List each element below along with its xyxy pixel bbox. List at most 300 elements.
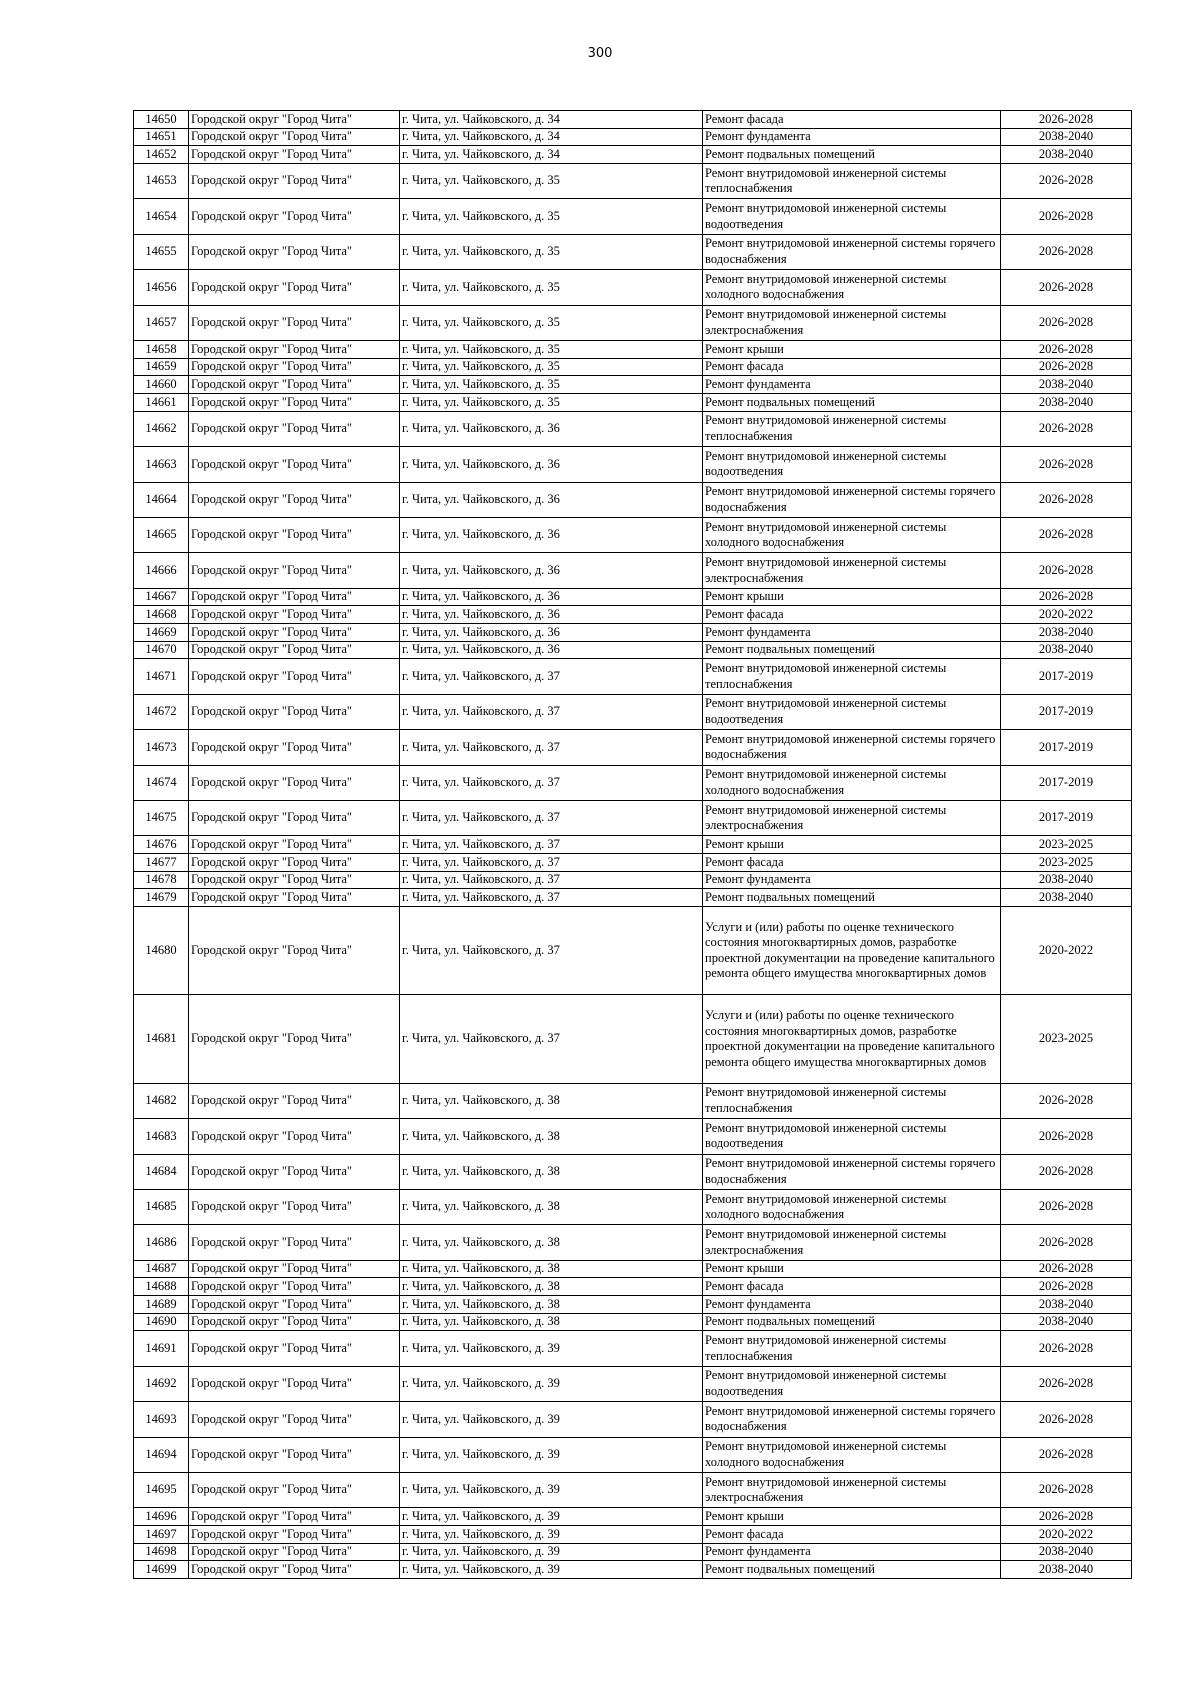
row-number-cell: 14666 xyxy=(134,553,189,588)
row-number-cell: 14698 xyxy=(134,1543,189,1561)
work-type-cell: Ремонт подвальных помещений xyxy=(703,1561,1001,1579)
municipality-cell: Городской округ "Город Чита" xyxy=(189,1331,400,1366)
table-row xyxy=(134,128,1132,146)
row-number-cell: 14668 xyxy=(134,606,189,624)
table-body xyxy=(134,111,1132,1579)
period-cell: 2038-2040 xyxy=(1001,1313,1132,1331)
work-type-cell: Ремонт фасада xyxy=(703,1526,1001,1544)
period-cell: 2026-2028 xyxy=(1001,1508,1132,1526)
period-cell: 2023-2025 xyxy=(1001,995,1132,1083)
repair-schedule-table xyxy=(133,110,1132,1579)
work-type-cell: Ремонт внутридомовой инженерной системы теплоснабжения xyxy=(703,164,1001,199)
work-type-cell: Ремонт внутридомовой инженерной системы холодного водоснабжения xyxy=(703,1437,1001,1472)
municipality-cell: Городской округ "Город Чита" xyxy=(189,889,400,907)
table-row xyxy=(134,234,1132,269)
period-cell: 2038-2040 xyxy=(1001,871,1132,889)
row-number-cell: 14661 xyxy=(134,394,189,412)
row-number-cell: 14652 xyxy=(134,146,189,164)
municipality-cell: Городской округ "Город Чита" xyxy=(189,394,400,412)
address-cell: г. Чита, ул. Чайковского, д. 35 xyxy=(400,341,703,359)
address-cell: г. Чита, ул. Чайковского, д. 34 xyxy=(400,111,703,129)
work-type-cell: Ремонт внутридомовой инженерной системы холодного водоснабжения xyxy=(703,765,1001,800)
work-type-cell: Ремонт подвальных помещений xyxy=(703,1313,1001,1331)
municipality-cell: Городской округ "Город Чита" xyxy=(189,199,400,234)
work-type-cell: Ремонт фасада xyxy=(703,1278,1001,1296)
address-cell: г. Чита, ул. Чайковского, д. 37 xyxy=(400,694,703,729)
address-cell: г. Чита, ул. Чайковского, д. 38 xyxy=(400,1154,703,1189)
table-row xyxy=(134,305,1132,340)
address-cell: г. Чита, ул. Чайковского, д. 36 xyxy=(400,641,703,659)
row-number-cell: 14697 xyxy=(134,1526,189,1544)
municipality-cell: Городской округ "Город Чита" xyxy=(189,1119,400,1154)
address-cell: г. Чита, ул. Чайковского, д. 35 xyxy=(400,394,703,412)
address-cell: г. Чита, ул. Чайковского, д. 37 xyxy=(400,854,703,872)
row-number-cell: 14672 xyxy=(134,694,189,729)
table-row xyxy=(134,270,1132,305)
row-number-cell: 14664 xyxy=(134,482,189,517)
period-cell: 2026-2028 xyxy=(1001,447,1132,482)
work-type-cell: Ремонт фундамента xyxy=(703,624,1001,642)
table-row xyxy=(134,606,1132,624)
address-cell: г. Чита, ул. Чайковского, д. 39 xyxy=(400,1526,703,1544)
municipality-cell: Городской округ "Город Чита" xyxy=(189,641,400,659)
work-type-cell: Ремонт подвальных помещений xyxy=(703,146,1001,164)
work-type-cell: Ремонт фундамента xyxy=(703,1543,1001,1561)
period-cell: 2026-2028 xyxy=(1001,1366,1132,1401)
table-row xyxy=(134,376,1132,394)
address-cell: г. Чита, ул. Чайковского, д. 37 xyxy=(400,907,703,995)
period-cell: 2026-2028 xyxy=(1001,358,1132,376)
table-row xyxy=(134,694,1132,729)
period-cell: 2026-2028 xyxy=(1001,1083,1132,1118)
address-cell: г. Чита, ул. Чайковского, д. 38 xyxy=(400,1313,703,1331)
period-cell: 2026-2028 xyxy=(1001,1225,1132,1260)
period-cell: 2026-2028 xyxy=(1001,270,1132,305)
address-cell: г. Чита, ул. Чайковского, д. 39 xyxy=(400,1561,703,1579)
row-number-cell: 14651 xyxy=(134,128,189,146)
work-type-cell: Ремонт фасада xyxy=(703,111,1001,129)
address-cell: г. Чита, ул. Чайковского, д. 38 xyxy=(400,1119,703,1154)
table-row xyxy=(134,1366,1132,1401)
address-cell: г. Чита, ул. Чайковского, д. 37 xyxy=(400,871,703,889)
period-cell: 2038-2040 xyxy=(1001,128,1132,146)
address-cell: г. Чита, ул. Чайковского, д. 38 xyxy=(400,1260,703,1278)
address-cell: г. Чита, ул. Чайковского, д. 36 xyxy=(400,606,703,624)
table-row xyxy=(134,394,1132,412)
work-type-cell: Ремонт внутридомовой инженерной системы водоотведения xyxy=(703,1119,1001,1154)
municipality-cell: Городской округ "Город Чита" xyxy=(189,447,400,482)
municipality-cell: Городской округ "Город Чита" xyxy=(189,1473,400,1508)
period-cell: 2038-2040 xyxy=(1001,624,1132,642)
table-row xyxy=(134,1296,1132,1314)
work-type-cell: Ремонт крыши xyxy=(703,1260,1001,1278)
municipality-cell: Городской округ "Город Чита" xyxy=(189,836,400,854)
address-cell: г. Чита, ул. Чайковского, д. 35 xyxy=(400,358,703,376)
address-cell: г. Чита, ул. Чайковского, д. 37 xyxy=(400,836,703,854)
address-cell: г. Чита, ул. Чайковского, д. 37 xyxy=(400,889,703,907)
row-number-cell: 14685 xyxy=(134,1189,189,1224)
row-number-cell: 14667 xyxy=(134,588,189,606)
row-number-cell: 14699 xyxy=(134,1561,189,1579)
period-cell: 2038-2040 xyxy=(1001,376,1132,394)
period-cell: 2026-2028 xyxy=(1001,1119,1132,1154)
municipality-cell: Городской округ "Город Чита" xyxy=(189,694,400,729)
work-type-cell: Ремонт внутридомовой инженерной системы теплоснабжения xyxy=(703,659,1001,694)
row-number-cell: 14694 xyxy=(134,1437,189,1472)
municipality-cell: Городской округ "Город Чита" xyxy=(189,234,400,269)
municipality-cell: Городской округ "Город Чита" xyxy=(189,341,400,359)
work-type-cell: Ремонт фундамента xyxy=(703,1296,1001,1314)
table-row xyxy=(134,1260,1132,1278)
municipality-cell: Городской округ "Город Чита" xyxy=(189,854,400,872)
municipality-cell: Городской округ "Город Чита" xyxy=(189,1366,400,1401)
work-type-cell: Ремонт внутридомовой инженерной системы электроснабжения xyxy=(703,1225,1001,1260)
row-number-cell: 14662 xyxy=(134,411,189,446)
table-row xyxy=(134,659,1132,694)
period-cell: 2026-2028 xyxy=(1001,1331,1132,1366)
period-cell: 2026-2028 xyxy=(1001,553,1132,588)
table-row xyxy=(134,341,1132,359)
municipality-cell: Городской округ "Город Чита" xyxy=(189,164,400,199)
work-type-cell: Ремонт внутридомовой инженерной системы горячего водоснабжения xyxy=(703,1402,1001,1437)
work-type-cell: Ремонт крыши xyxy=(703,588,1001,606)
work-type-cell: Ремонт внутридомовой инженерной системы горячего водоснабжения xyxy=(703,1154,1001,1189)
row-number-cell: 14695 xyxy=(134,1473,189,1508)
table-row xyxy=(134,836,1132,854)
row-number-cell: 14686 xyxy=(134,1225,189,1260)
row-number-cell: 14674 xyxy=(134,765,189,800)
row-number-cell: 14696 xyxy=(134,1508,189,1526)
table-row xyxy=(134,730,1132,765)
address-cell: г. Чита, ул. Чайковского, д. 37 xyxy=(400,801,703,836)
period-cell: 2026-2028 xyxy=(1001,588,1132,606)
municipality-cell: Городской округ "Город Чита" xyxy=(189,588,400,606)
row-number-cell: 14687 xyxy=(134,1260,189,1278)
municipality-cell: Городской округ "Город Чита" xyxy=(189,1260,400,1278)
period-cell: 2023-2025 xyxy=(1001,836,1132,854)
row-number-cell: 14693 xyxy=(134,1402,189,1437)
row-number-cell: 14681 xyxy=(134,995,189,1083)
work-type-cell: Услуги и (или) работы по оценке технического состояния многоквартирных домов, разработке проектной документации на проведение капитального ремонта общего имущества многоквартирных домов xyxy=(703,907,1001,995)
address-cell: г. Чита, ул. Чайковского, д. 39 xyxy=(400,1543,703,1561)
municipality-cell: Городской округ "Город Чита" xyxy=(189,907,400,995)
period-cell: 2026-2028 xyxy=(1001,1437,1132,1472)
address-cell: г. Чита, ул. Чайковского, д. 35 xyxy=(400,376,703,394)
period-cell: 2017-2019 xyxy=(1001,801,1132,836)
row-number-cell: 14659 xyxy=(134,358,189,376)
table-row xyxy=(134,1119,1132,1154)
address-cell: г. Чита, ул. Чайковского, д. 36 xyxy=(400,482,703,517)
work-type-cell: Ремонт внутридомовой инженерной системы холодного водоснабжения xyxy=(703,517,1001,552)
period-cell: 2023-2025 xyxy=(1001,854,1132,872)
address-cell: г. Чита, ул. Чайковского, д. 35 xyxy=(400,199,703,234)
period-cell: 2026-2028 xyxy=(1001,1278,1132,1296)
work-type-cell: Ремонт крыши xyxy=(703,836,1001,854)
municipality-cell: Городской округ "Город Чита" xyxy=(189,659,400,694)
work-type-cell: Ремонт внутридомовой инженерной системы электроснабжения xyxy=(703,801,1001,836)
address-cell: г. Чита, ул. Чайковского, д. 34 xyxy=(400,146,703,164)
row-number-cell: 14658 xyxy=(134,341,189,359)
table-row xyxy=(134,1083,1132,1118)
work-type-cell: Ремонт внутридомовой инженерной системы водоотведения xyxy=(703,447,1001,482)
table-row xyxy=(134,1154,1132,1189)
table-row xyxy=(134,1508,1132,1526)
row-number-cell: 14690 xyxy=(134,1313,189,1331)
municipality-cell: Городской округ "Город Чита" xyxy=(189,995,400,1083)
row-number-cell: 14665 xyxy=(134,517,189,552)
row-number-cell: 14676 xyxy=(134,836,189,854)
row-number-cell: 14692 xyxy=(134,1366,189,1401)
table-row xyxy=(134,164,1132,199)
table-row xyxy=(134,1543,1132,1561)
period-cell: 2026-2028 xyxy=(1001,411,1132,446)
municipality-cell: Городской округ "Город Чита" xyxy=(189,376,400,394)
table-row xyxy=(134,1402,1132,1437)
period-cell: 2038-2040 xyxy=(1001,1561,1132,1579)
address-cell: г. Чита, ул. Чайковского, д. 39 xyxy=(400,1402,703,1437)
table-row xyxy=(134,517,1132,552)
period-cell: 2020-2022 xyxy=(1001,606,1132,624)
address-cell: г. Чита, ул. Чайковского, д. 36 xyxy=(400,588,703,606)
row-number-cell: 14655 xyxy=(134,234,189,269)
table-row xyxy=(134,801,1132,836)
table-row xyxy=(134,1278,1132,1296)
work-type-cell: Услуги и (или) работы по оценке технического состояния многоквартирных домов, разработке проектной документации на проведение капитального ремонта общего имущества многоквартирных домов xyxy=(703,995,1001,1083)
municipality-cell: Городской округ "Город Чита" xyxy=(189,358,400,376)
municipality-cell: Городской округ "Город Чита" xyxy=(189,1402,400,1437)
table-row xyxy=(134,1526,1132,1544)
row-number-cell: 14663 xyxy=(134,447,189,482)
row-number-cell: 14670 xyxy=(134,641,189,659)
work-type-cell: Ремонт подвальных помещений xyxy=(703,889,1001,907)
period-cell: 2038-2040 xyxy=(1001,394,1132,412)
municipality-cell: Городской округ "Город Чита" xyxy=(189,111,400,129)
municipality-cell: Городской округ "Город Чита" xyxy=(189,1296,400,1314)
period-cell: 2026-2028 xyxy=(1001,341,1132,359)
municipality-cell: Городской округ "Город Чита" xyxy=(189,1225,400,1260)
work-type-cell: Ремонт фундамента xyxy=(703,871,1001,889)
period-cell: 2026-2028 xyxy=(1001,1154,1132,1189)
municipality-cell: Городской округ "Город Чита" xyxy=(189,305,400,340)
row-number-cell: 14675 xyxy=(134,801,189,836)
table-row xyxy=(134,907,1132,995)
work-type-cell: Ремонт фасада xyxy=(703,606,1001,624)
table-row xyxy=(134,1189,1132,1224)
address-cell: г. Чита, ул. Чайковского, д. 37 xyxy=(400,765,703,800)
municipality-cell: Городской округ "Город Чита" xyxy=(189,624,400,642)
row-number-cell: 14656 xyxy=(134,270,189,305)
table-row xyxy=(134,588,1132,606)
table-row xyxy=(134,1313,1132,1331)
table-row xyxy=(134,765,1132,800)
row-number-cell: 14660 xyxy=(134,376,189,394)
address-cell: г. Чита, ул. Чайковского, д. 39 xyxy=(400,1437,703,1472)
municipality-cell: Городской округ "Город Чита" xyxy=(189,1189,400,1224)
municipality-cell: Городской округ "Город Чита" xyxy=(189,1561,400,1579)
period-cell: 2017-2019 xyxy=(1001,694,1132,729)
period-cell: 2026-2028 xyxy=(1001,482,1132,517)
municipality-cell: Городской округ "Город Чита" xyxy=(189,1508,400,1526)
municipality-cell: Городской округ "Город Чита" xyxy=(189,1313,400,1331)
row-number-cell: 14684 xyxy=(134,1154,189,1189)
row-number-cell: 14680 xyxy=(134,907,189,995)
period-cell: 2020-2022 xyxy=(1001,1526,1132,1544)
table-row xyxy=(134,1437,1132,1472)
municipality-cell: Городской округ "Город Чита" xyxy=(189,1083,400,1118)
row-number-cell: 14657 xyxy=(134,305,189,340)
address-cell: г. Чита, ул. Чайковского, д. 34 xyxy=(400,128,703,146)
period-cell: 2038-2040 xyxy=(1001,146,1132,164)
work-type-cell: Ремонт внутридомовой инженерной системы водоотведения xyxy=(703,1366,1001,1401)
municipality-cell: Городской округ "Город Чита" xyxy=(189,730,400,765)
work-type-cell: Ремонт внутридомовой инженерной системы электроснабжения xyxy=(703,1473,1001,1508)
address-cell: г. Чита, ул. Чайковского, д. 39 xyxy=(400,1366,703,1401)
municipality-cell: Городской округ "Город Чита" xyxy=(189,1278,400,1296)
address-cell: г. Чита, ул. Чайковского, д. 36 xyxy=(400,411,703,446)
work-type-cell: Ремонт внутридомовой инженерной системы электроснабжения xyxy=(703,305,1001,340)
table-row xyxy=(134,447,1132,482)
address-cell: г. Чита, ул. Чайковского, д. 38 xyxy=(400,1296,703,1314)
period-cell: 2026-2028 xyxy=(1001,1260,1132,1278)
municipality-cell: Городской округ "Город Чита" xyxy=(189,411,400,446)
table-row xyxy=(134,411,1132,446)
row-number-cell: 14689 xyxy=(134,1296,189,1314)
address-cell: г. Чита, ул. Чайковского, д. 36 xyxy=(400,624,703,642)
municipality-cell: Городской округ "Город Чита" xyxy=(189,128,400,146)
work-type-cell: Ремонт внутридомовой инженерной системы теплоснабжения xyxy=(703,1331,1001,1366)
work-type-cell: Ремонт внутридомовой инженерной системы теплоснабжения xyxy=(703,411,1001,446)
period-cell: 2020-2022 xyxy=(1001,907,1132,995)
address-cell: г. Чита, ул. Чайковского, д. 39 xyxy=(400,1473,703,1508)
work-type-cell: Ремонт фундамента xyxy=(703,376,1001,394)
period-cell: 2017-2019 xyxy=(1001,730,1132,765)
work-type-cell: Ремонт внутридомовой инженерной системы холодного водоснабжения xyxy=(703,270,1001,305)
table-row xyxy=(134,199,1132,234)
work-type-cell: Ремонт внутридомовой инженерной системы горячего водоснабжения xyxy=(703,234,1001,269)
table-row xyxy=(134,111,1132,129)
row-number-cell: 14669 xyxy=(134,624,189,642)
work-type-cell: Ремонт фасада xyxy=(703,854,1001,872)
period-cell: 2017-2019 xyxy=(1001,659,1132,694)
work-type-cell: Ремонт подвальных помещений xyxy=(703,641,1001,659)
address-cell: г. Чита, ул. Чайковского, д. 38 xyxy=(400,1278,703,1296)
address-cell: г. Чита, ул. Чайковского, д. 39 xyxy=(400,1331,703,1366)
row-number-cell: 14691 xyxy=(134,1331,189,1366)
work-type-cell: Ремонт внутридомовой инженерной системы горячего водоснабжения xyxy=(703,482,1001,517)
table-row xyxy=(134,641,1132,659)
period-cell: 2038-2040 xyxy=(1001,641,1132,659)
municipality-cell: Городской округ "Город Чита" xyxy=(189,801,400,836)
page-number: 300 xyxy=(587,46,613,61)
address-cell: г. Чита, ул. Чайковского, д. 35 xyxy=(400,305,703,340)
table-row xyxy=(134,553,1132,588)
row-number-cell: 14673 xyxy=(134,730,189,765)
municipality-cell: Городской округ "Город Чита" xyxy=(189,606,400,624)
work-type-cell: Ремонт фундамента xyxy=(703,128,1001,146)
address-cell: г. Чита, ул. Чайковского, д. 38 xyxy=(400,1083,703,1118)
row-number-cell: 14677 xyxy=(134,854,189,872)
address-cell: г. Чита, ул. Чайковского, д. 38 xyxy=(400,1189,703,1224)
table-row xyxy=(134,1331,1132,1366)
municipality-cell: Городской округ "Город Чита" xyxy=(189,765,400,800)
table-row xyxy=(134,482,1132,517)
address-cell: г. Чита, ул. Чайковского, д. 38 xyxy=(400,1225,703,1260)
row-number-cell: 14653 xyxy=(134,164,189,199)
municipality-cell: Городской округ "Город Чита" xyxy=(189,517,400,552)
municipality-cell: Городской округ "Город Чита" xyxy=(189,1437,400,1472)
municipality-cell: Городской округ "Город Чита" xyxy=(189,1154,400,1189)
municipality-cell: Городской округ "Город Чита" xyxy=(189,482,400,517)
municipality-cell: Городской округ "Город Чита" xyxy=(189,1543,400,1561)
table-row xyxy=(134,889,1132,907)
address-cell: г. Чита, ул. Чайковского, д. 37 xyxy=(400,659,703,694)
period-cell: 2026-2028 xyxy=(1001,164,1132,199)
municipality-cell: Городской округ "Город Чита" xyxy=(189,270,400,305)
address-cell: г. Чита, ул. Чайковского, д. 35 xyxy=(400,234,703,269)
municipality-cell: Городской округ "Город Чита" xyxy=(189,146,400,164)
address-cell: г. Чита, ул. Чайковского, д. 39 xyxy=(400,1508,703,1526)
period-cell: 2026-2028 xyxy=(1001,1473,1132,1508)
address-cell: г. Чита, ул. Чайковского, д. 35 xyxy=(400,270,703,305)
period-cell: 2026-2028 xyxy=(1001,517,1132,552)
row-number-cell: 14671 xyxy=(134,659,189,694)
table-row xyxy=(134,1473,1132,1508)
table-row xyxy=(134,1225,1132,1260)
period-cell: 2026-2028 xyxy=(1001,1402,1132,1437)
table-row xyxy=(134,1561,1132,1579)
address-cell: г. Чита, ул. Чайковского, д. 36 xyxy=(400,447,703,482)
address-cell: г. Чита, ул. Чайковского, д. 36 xyxy=(400,517,703,552)
address-cell: г. Чита, ул. Чайковского, д. 36 xyxy=(400,553,703,588)
period-cell: 2026-2028 xyxy=(1001,1189,1132,1224)
row-number-cell: 14682 xyxy=(134,1083,189,1118)
period-cell: 2026-2028 xyxy=(1001,111,1132,129)
address-cell: г. Чита, ул. Чайковского, д. 37 xyxy=(400,730,703,765)
period-cell: 2038-2040 xyxy=(1001,889,1132,907)
municipality-cell: Городской округ "Город Чита" xyxy=(189,871,400,889)
work-type-cell: Ремонт фасада xyxy=(703,358,1001,376)
table-row xyxy=(134,854,1132,872)
row-number-cell: 14688 xyxy=(134,1278,189,1296)
period-cell: 2026-2028 xyxy=(1001,305,1132,340)
work-type-cell: Ремонт внутридомовой инженерной системы электроснабжения xyxy=(703,553,1001,588)
table-row xyxy=(134,146,1132,164)
address-cell: г. Чита, ул. Чайковского, д. 37 xyxy=(400,995,703,1083)
row-number-cell: 14654 xyxy=(134,199,189,234)
work-type-cell: Ремонт внутридомовой инженерной системы теплоснабжения xyxy=(703,1083,1001,1118)
municipality-cell: Городской округ "Город Чита" xyxy=(189,1526,400,1544)
work-type-cell: Ремонт внутридомовой инженерной системы водоотведения xyxy=(703,694,1001,729)
table-row xyxy=(134,358,1132,376)
period-cell: 2017-2019 xyxy=(1001,765,1132,800)
period-cell: 2026-2028 xyxy=(1001,234,1132,269)
row-number-cell: 14679 xyxy=(134,889,189,907)
table-row xyxy=(134,871,1132,889)
work-type-cell: Ремонт крыши xyxy=(703,341,1001,359)
table-row xyxy=(134,624,1132,642)
municipality-cell: Городской округ "Город Чита" xyxy=(189,553,400,588)
row-number-cell: 14650 xyxy=(134,111,189,129)
address-cell: г. Чита, ул. Чайковского, д. 35 xyxy=(400,164,703,199)
work-type-cell: Ремонт подвальных помещений xyxy=(703,394,1001,412)
work-type-cell: Ремонт внутридомовой инженерной системы горячего водоснабжения xyxy=(703,730,1001,765)
table-row xyxy=(134,995,1132,1083)
row-number-cell: 14683 xyxy=(134,1119,189,1154)
work-type-cell: Ремонт внутридомовой инженерной системы водоотведения xyxy=(703,199,1001,234)
row-number-cell: 14678 xyxy=(134,871,189,889)
period-cell: 2038-2040 xyxy=(1001,1296,1132,1314)
period-cell: 2026-2028 xyxy=(1001,199,1132,234)
